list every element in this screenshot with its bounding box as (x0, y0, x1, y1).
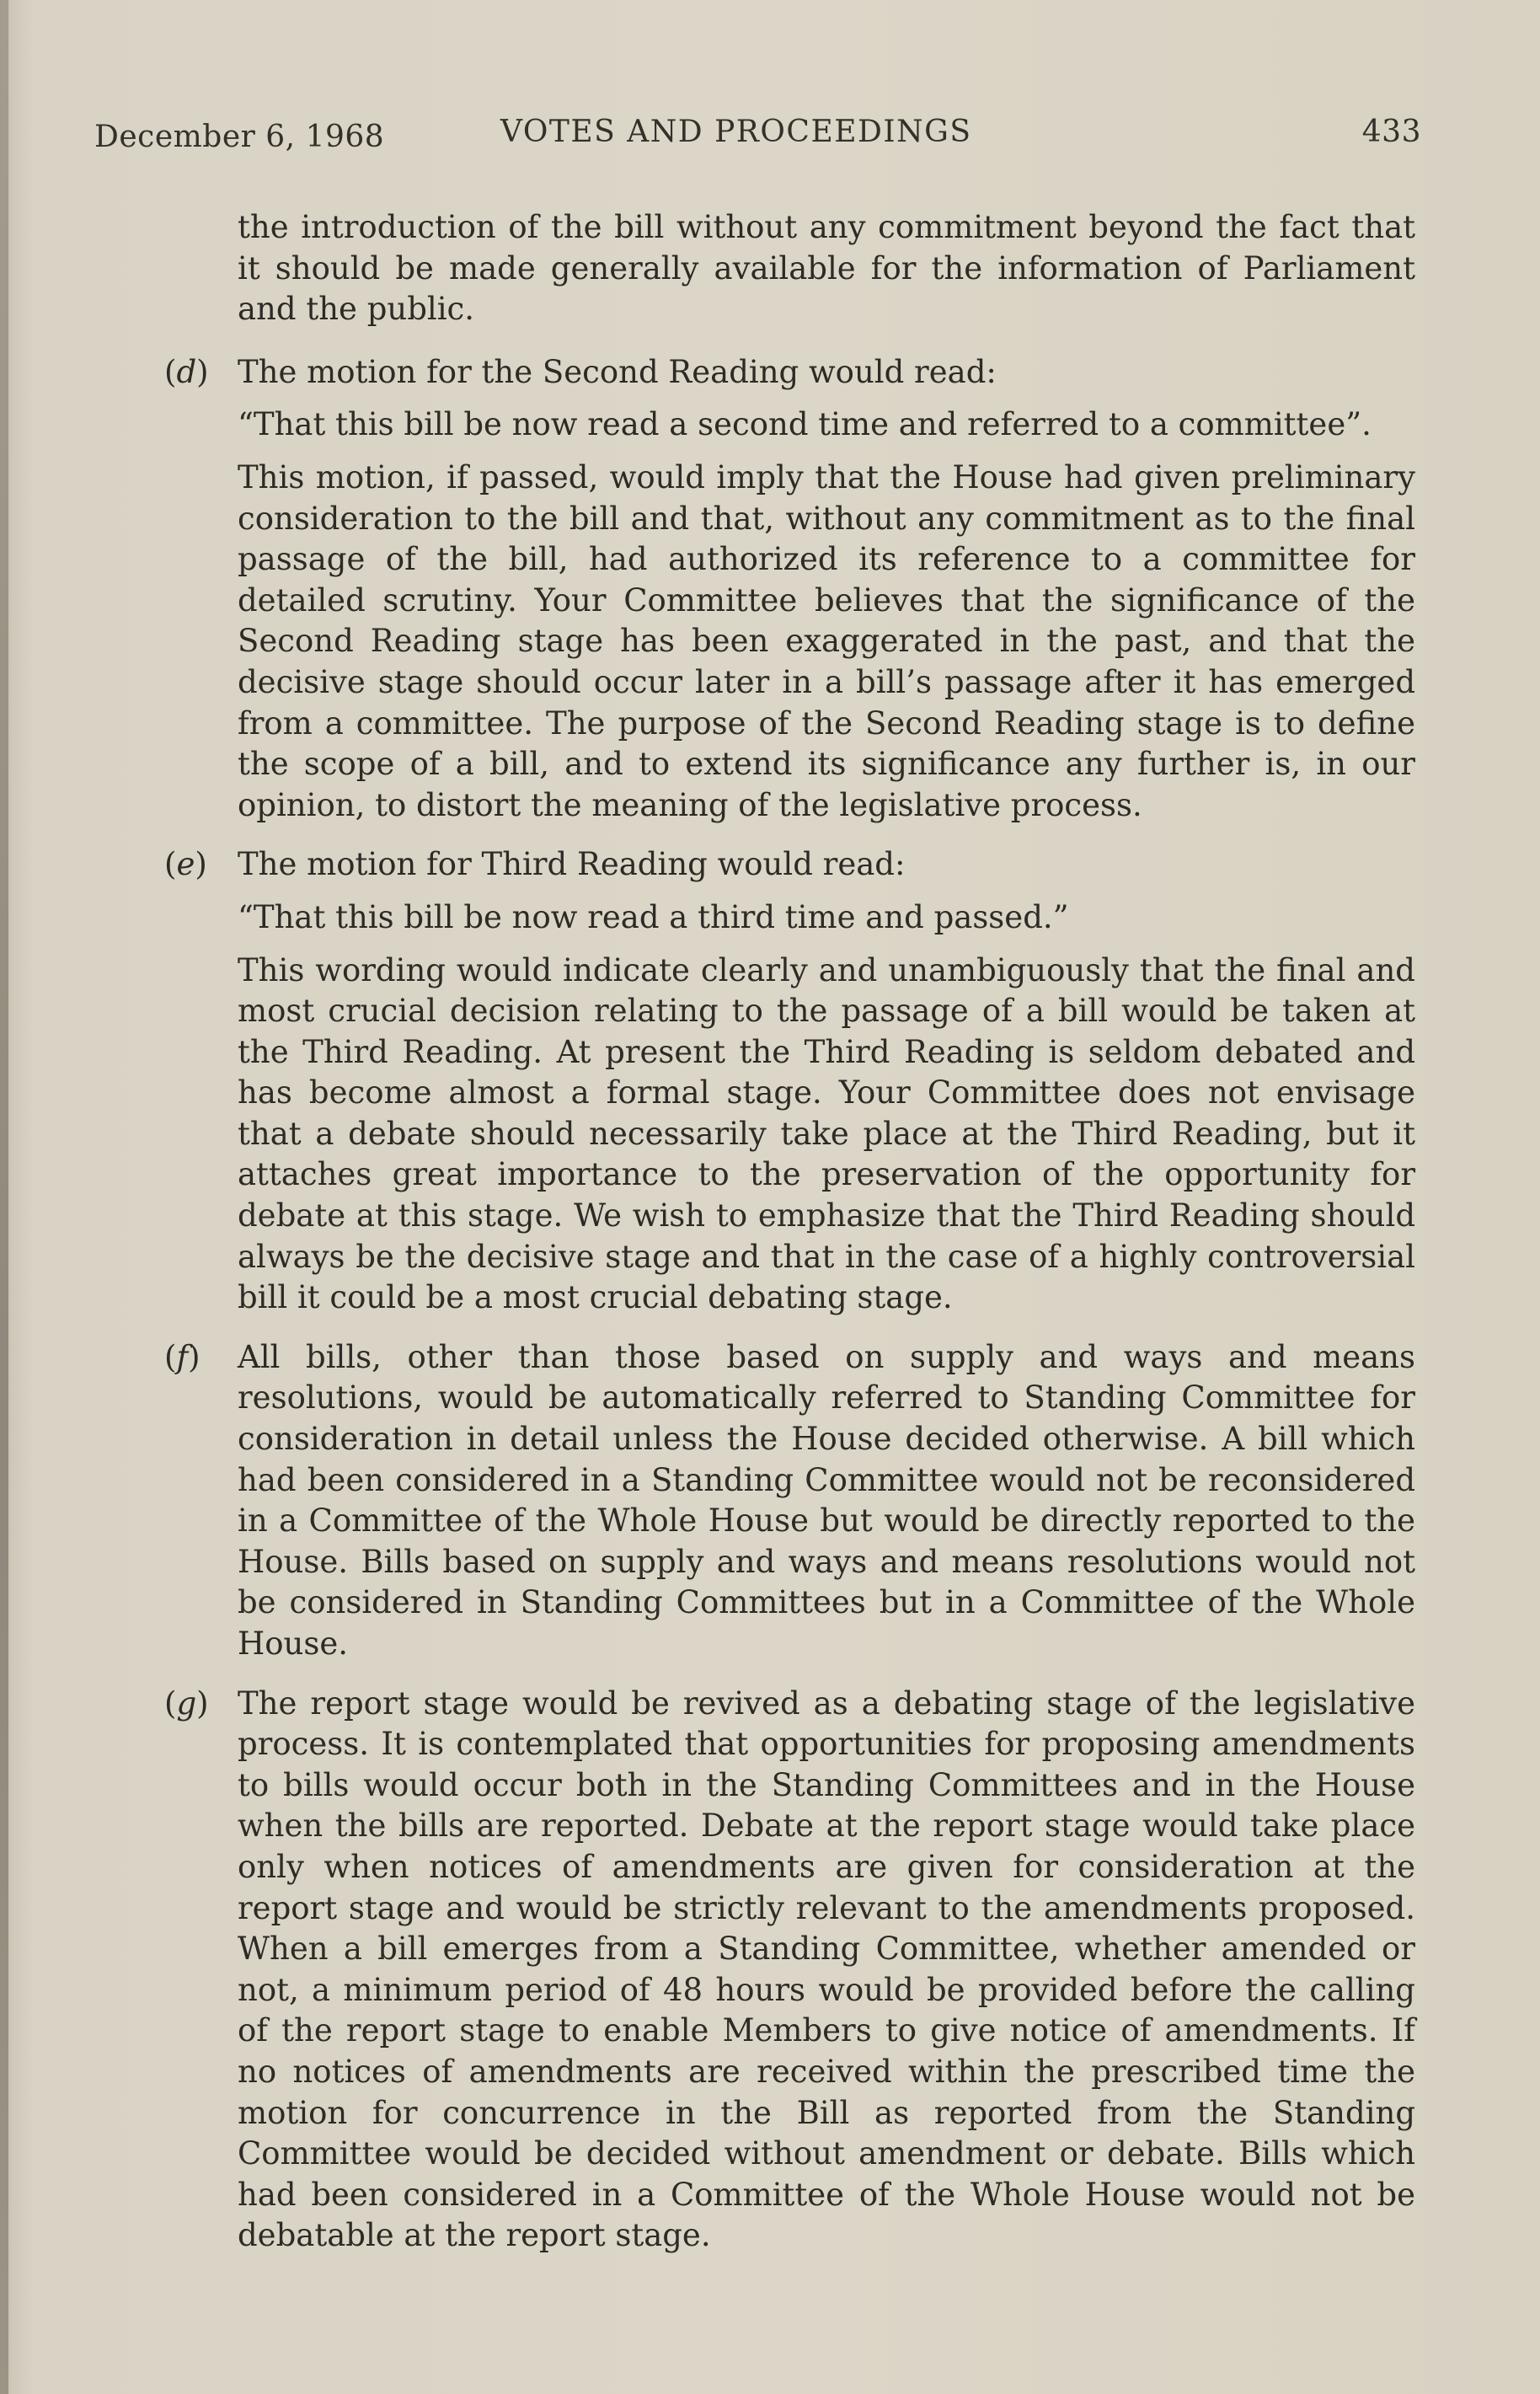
item-text: All bills, other than those based on supply and ways and means resolutions, would be automatically referred to Standing Committee for consideration in detail unless the House decided otherwise. A bill which had been considered in a Standing Committee would not be reconsidered in a Committee of the Whole House but would be directly reported to the House. Bills based on supply and ways and means resolutions would not be considered in Standing Committees but in a Committee of the Whole House. (238, 1338, 1415, 1662)
item-label: (e) (164, 846, 207, 883)
item-e (164, 844, 1415, 1319)
item-quote: “That this bill be now read a third time and passed.” (238, 898, 1069, 935)
continuation-paragraph: the introduction of the bill without any commitment beyond the fact that it should be made generally available for the information of Parliament and the public. (238, 209, 1415, 328)
item-label: (f) (164, 1338, 201, 1375)
item-text: The report stage would be revived as a debating stage of the legislative process. It is contemplated that opportunities for proposing amendments to bills would occur both in the Standing Committees and in the House when the bills are reported. Debate at the report stage would take place only when notices of amendments are given for consideration at the report stage and would be strictly relevant to the amendments proposed. When a bill emerges from a Standing Committee, whether amended or not, a minimum period of 48 hours would be provided before the calling of the report stage to enable Members to give notice of amendments. If no notices of amendments are received within the prescribed time the motion for concurrence in the Bill as reported from the Standing Committee would be decided without amendment or debate. Bills which had been considered in a Committee of the Whole House would not be debatable at the report stage. (238, 1684, 1415, 2254)
item-g (164, 1684, 1415, 2257)
item-lead: The motion for Third Reading would read: (238, 846, 906, 883)
item-detail: This motion, if passed, would imply that the House had given preliminary consideration to the bill and that, without any commitment as to the final passage of the bill, had authorized its reference to a committee for detailed scrutiny. Your Committee believes that the significance of the Second Reading stage has been exaggerated in the past, and that the decisive stage should occur later in a bill’s passage after it has emerged from a committee. The purpose of the Second Reading stage is to define the scope of a bill, and to extend its significance any further is, in our opinion, to distort the meaning of the legislative process. (238, 458, 1415, 823)
body-text (164, 207, 1415, 2257)
header-title: VOTES AND PROCEEDINGS (500, 115, 972, 149)
page-number: 433 (1361, 115, 1421, 149)
item-label: (g) (164, 1684, 209, 1722)
item-quote: “That this bill be now read a second time and referred to a committee”. (238, 406, 1372, 443)
item-detail: This wording would indicate clearly and unambiguously that the final and most crucial decision relating to the passage of a bill would be taken at the Third Reading. At present the Third Reading is seldom debated and has become almost a formal stage. Your Committee does not envisage that a debate should necessarily take place at the Third Reading, but it attaches great importance to the preservation of the opportunity for debate at this stage. We wish to emphasize that the Third Reading should always be the decisive stage and that in the case of a highly controversial bill it could be a most crucial debating stage. (238, 951, 1415, 1316)
header-date: December 6, 1968 (94, 120, 385, 154)
item-f (164, 1337, 1415, 1665)
running-header (94, 111, 1421, 162)
item-d (164, 352, 1415, 827)
item-label: (d) (164, 353, 209, 390)
item-lead: The motion for the Second Reading would read: (238, 353, 997, 390)
page-binding-edge (0, 0, 8, 2394)
